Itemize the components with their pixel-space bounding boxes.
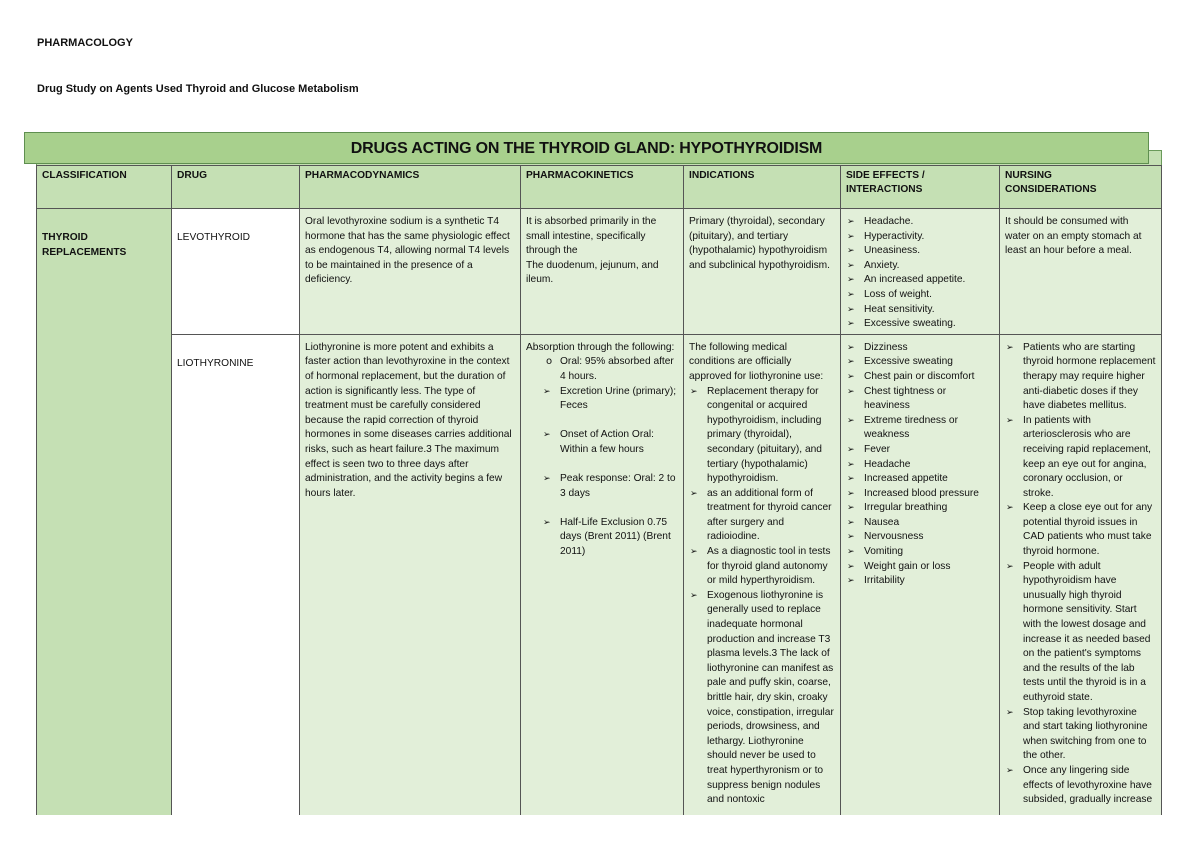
list-item: ➢ An increased appetite. [846,273,994,288]
document-subject: PHARMACOLOGY [37,37,133,49]
list-item: ➢ Onset of Action Oral: Within a few hours [542,428,678,457]
list-item: ➢ As a diagnostic tool in tests for thyroid gland autonomy or mild hyperthyroidism. [689,545,835,589]
drug-cell [172,334,300,815]
side-effects-list [846,341,994,589]
section-title-bar [24,132,1149,164]
classification-label: THYROID REPLACEMENTS [42,232,127,258]
side-effects-cell [841,334,1000,815]
list-item: ➢ Loss of weight. [846,288,994,303]
list-item: ➢ Increased blood pressure [846,487,994,502]
nursing-cell [1000,334,1162,815]
table-row [37,209,1162,335]
list-item: ➢ Chest pain or discomfort [846,370,994,385]
list-item: ➢ Weight gain or loss [846,560,994,575]
document-subtitle: Drug Study on Agents Used Thyroid and Glucose Metabolism [37,83,359,95]
header-classification: CLASSIFICATION [37,166,172,209]
list-item: ➢ Headache. [846,215,994,230]
list-item: ➢ as an additional form of treatment for thyroid cancer after surgery and radioiodine. [689,487,835,545]
side-effects-list [846,215,994,332]
list-item: ➢ Irregular breathing [846,501,994,516]
list-item: ➢ In patients with arteriosclerosis who are receiving rapid replacement, keep an eye out for angina, coronary occlusion, or stroke. [1005,414,1156,502]
drug-name: LEVOTHYROID [177,232,251,243]
list-item: ➢ Anxiety. [846,259,994,274]
list-item: ➢ Dizziness [846,341,994,356]
drug-study-table [36,165,1162,815]
indications-list [689,385,835,808]
list-item: ➢ Keep a close eye out for any potential thyroid issues in CAD patients who must take thyroid hormone. [1005,501,1156,559]
header-side-effects-line1: SIDE EFFECTS / [846,170,925,181]
list-item: ➢ Vomiting [846,545,994,560]
indications-intro: The following medical conditions are officially approved for liothyronine use: [689,341,824,382]
list-item: ➢ People with adult hypothyroidism have unusually high thyroid hormone sensitivity. Start with the lowest dosage and increase it as needed based on the patient's symptoms and the results of the lab tests until the thyroid is in a euthyroid state. [1005,560,1156,706]
header-nursing-line1: NURSING [1005,170,1052,181]
list-item: ➢ Nausea [846,516,994,531]
header-nursing-line2: CONSIDERATIONS [1005,184,1097,195]
list-item: ➢ Irritability [846,574,994,589]
pharmacodynamics-cell: Liothyronine is more potent and exhibits a faster action than levothyroxine in the context of hormonal replacement, but the duration of action is significantly less. The type of treatment must be carefully considered because the rapid correction of thyroid hormones in some diseases carries additional risks, such as heart failure.3 The maximum effect is seen two to three days after administration, and the activity begins a few hours later. [300,334,521,815]
list-item: ➢ Patients who are starting thyroid hormone replacement therapy may require higher anti-diabetic doses if they have diabetes mellitus. [1005,341,1156,414]
header-indications: INDICATIONS [684,166,841,209]
list-item: ➢ Replacement therapy for congenital or acquired hypothyroidism, including primary (thyroidal), secondary (pituitary), and tertiary (hypothalamic) hypothyroidism. [689,385,835,487]
list-item: ➢ Hyperactivity. [846,230,994,245]
list-item: ➢ Chest tightness or heaviness [846,385,994,414]
nursing-list [1005,341,1156,808]
list-item: ➢ Uneasiness. [846,244,994,259]
list-item: ➢ Exogenous liothyronine is generally used to replace inadequate hormonal production and increase T3 plasma levels.3 The lack of liothyronine can manifest as pale and puffy skin, coarse, brittle hair, dry skin, croaky voice, constipation, irregular periods, drowsiness, and lethargy. Liothyronine should never be used to treat hyperthyronism or to suppress benign nodules and nontoxic [689,589,835,808]
list-item: ➢ Nervousness [846,530,994,545]
pharmacokinetics-intro: Absorption through the following: [526,341,675,353]
header-pharmacodynamics: PHARMACODYNAMICS [300,166,521,209]
list-item: ➢ Once any lingering side effects of levothyroxine have subsided, gradually increase [1005,764,1156,808]
header-side-effects [841,166,1000,209]
header-nursing [1000,166,1162,209]
list-item: ➢ Heat sensitivity. [846,303,994,318]
table-row [37,334,1162,815]
section-title: DRUGS ACTING ON THE THYROID GLAND: HYPOTHYROIDISM [350,140,823,157]
list-item: ➢ Excretion Urine (primary); Feces [542,385,678,414]
list-item: ➢ Half-Life Exclusion 0.75 days (Brent 2011) (Brent 2011) [542,516,678,560]
drug-name: LIOTHYRONINE [177,357,254,369]
list-item: ➢ Excessive sweating [846,355,994,370]
list-item: ➢ Headache [846,458,994,473]
pharmacodynamics-cell: Oral levothyroxine sodium is a synthetic T4 hormone that has the same physiologic effect as endogenous T4, allowing normal T4 levels to be maintained in the presence of a deficiency. [300,209,521,335]
header-pharmacokinetics: PHARMACOKINETICS [521,166,684,209]
list-item: ➢ Excessive sweating. [846,317,994,332]
table-header-row [37,166,1162,209]
nursing-cell: It should be consumed with water on an empty stomach at least an hour before a meal. [1000,209,1162,335]
list-item: ➢ Extreme tiredness or weakness [846,414,994,443]
pharmacokinetics-text: It is absorbed primarily in the small intestine, specifically through the [526,216,657,257]
list-item: ➢ Increased appetite [846,472,994,487]
indications-cell: Primary (thyroidal), secondary (pituitary), and tertiary (hypothalamic) hypothyroidism and subclinical hypothyroidism. [684,209,841,335]
drug-cell [172,209,300,335]
list-item: ➢ Fever [846,443,994,458]
indications-cell [684,334,841,815]
header-drug: DRUG [172,166,300,209]
pharmacokinetics-cell [521,209,684,335]
pharmacokinetics-cell [521,334,684,815]
pharmacokinetics-list [526,355,678,559]
side-effects-cell [841,209,1000,335]
list-item: o Oral: 95% absorbed after 4 hours. [542,355,678,384]
list-item: ➢ Peak response: Oral: 2 to 3 days [542,472,678,501]
header-side-effects-line2: INTERACTIONS [846,184,923,195]
classification-cell [37,209,172,816]
pharmacokinetics-text: The duodenum, jejunum, and ileum. [526,259,659,286]
list-item: ➢ Stop taking levothyroxine and start taking liothyronine when switching from one to the other. [1005,706,1156,764]
